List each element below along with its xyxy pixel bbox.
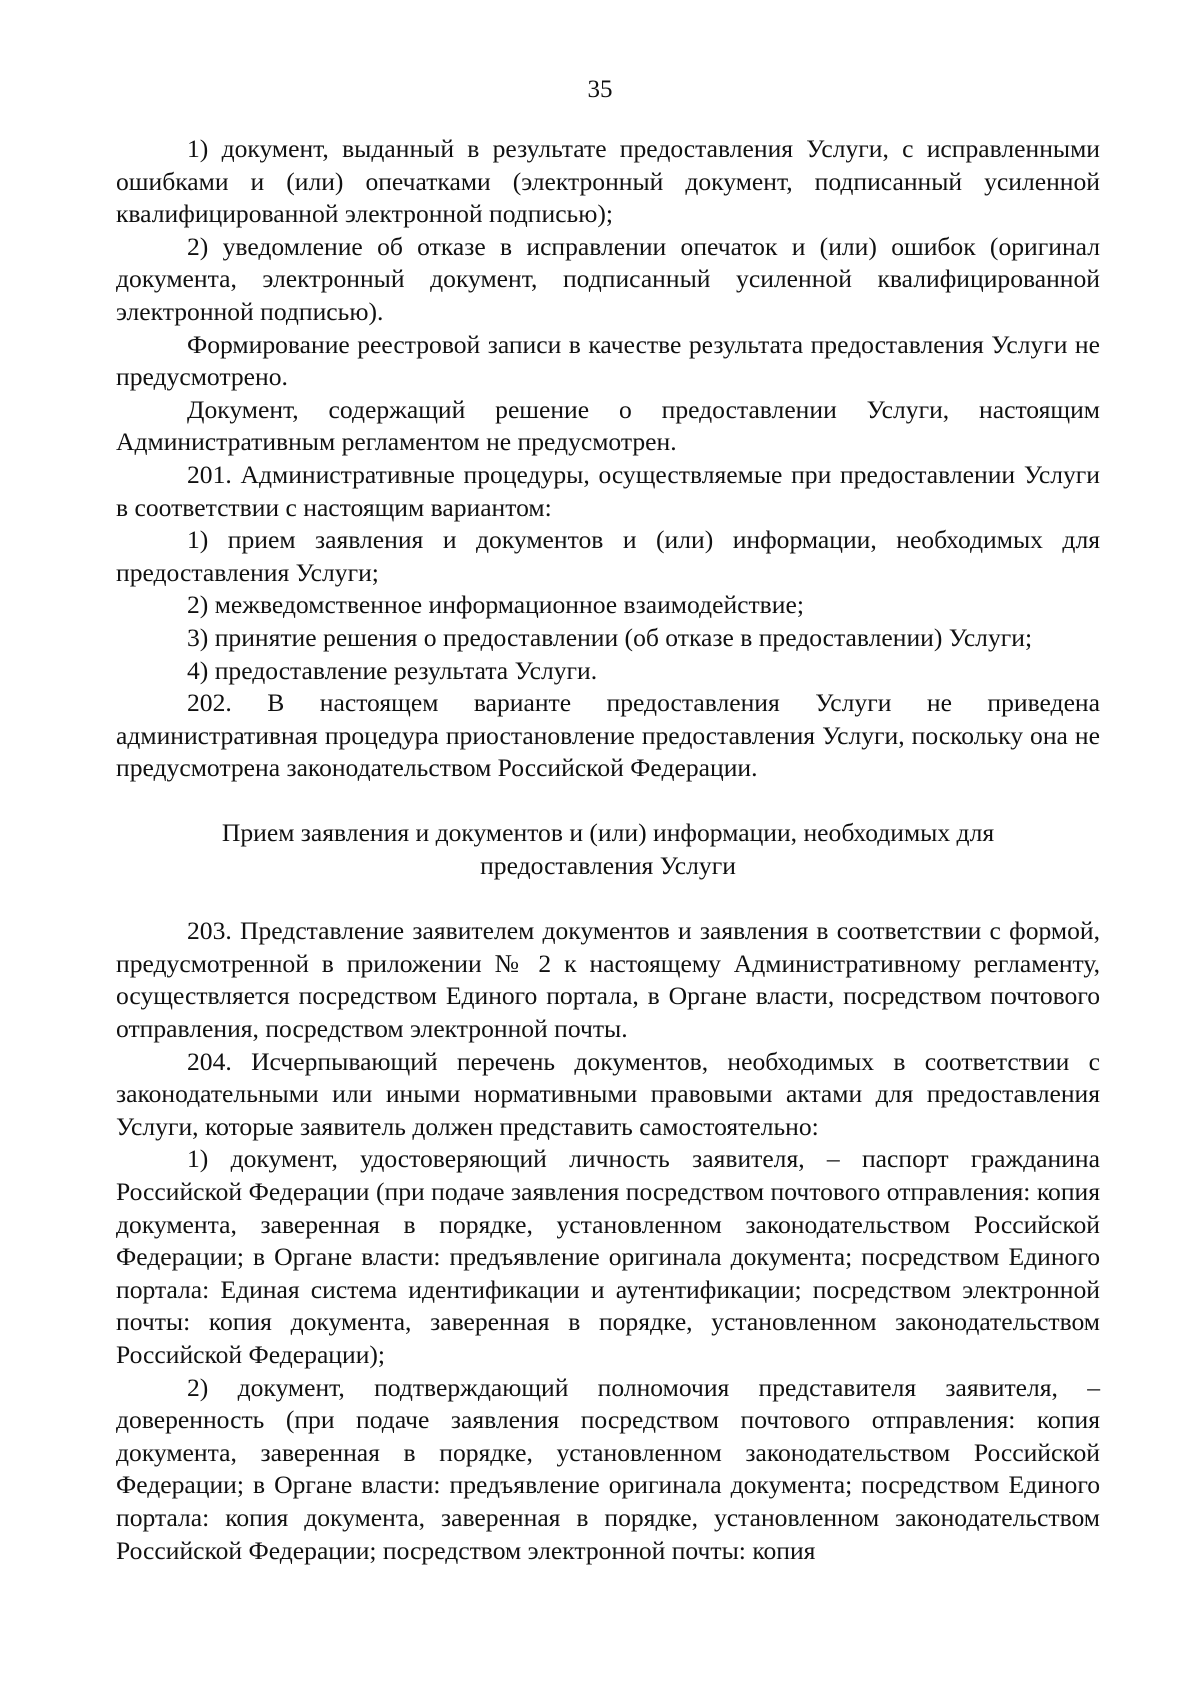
document-body: [116, 133, 1100, 1567]
paragraph-refusal-notice: 2) уведомление об отказе в исправлении опечаток и (или) ошибок (оригинал документа, электронный документ, подписанный усиленной квалифицированной электронной подписью).: [116, 231, 1100, 326]
paragraph-203: 203. Представление заявителем документов и заявления в соответствии с формой, предусмотренной в приложении № 2 к настоящему Административному регламенту, осуществляется посредством Единого портала, в Органе власти, посредством почтового отправления, посредством электронной почты.: [116, 916, 1100, 1044]
paragraph-registry-record: Формирование реестровой записи в качестве результата предоставления Услуги не предусмотрено.: [116, 329, 1100, 392]
list-item-identity-document: 1) документ, удостоверяющий личность заявителя, – паспорт гражданина Российской Федерации (при подаче заявления посредством почтового отправления: копия документа, заверенная в порядке, установленном законодательством Российской Федерации; в Органе власти: предъявление оригинала документа; посредством Единого портала: Единая система идентификации и аутентификации; посредством электронной почты: копия документа, заверенная в порядке, установленном законодательством Российской Федерации);: [116, 1144, 1100, 1369]
paragraph-201: 201. Административные процедуры, осуществляемые при предоставлении Услуги в соответствии с настоящим вариантом:: [116, 459, 1100, 522]
list-item-procedure-3: 3) принятие решения о предоставлении (об отказе в предоставлении) Услуги;: [187, 622, 1033, 652]
paragraph-result-corrected-document: 1) документ, выданный в результате предоставления Услуги, с исправленными ошибками и (или) опечатками (электронный документ, подписанный усиленной квалифицированной электронной подписью);: [116, 134, 1100, 229]
list-item-procedure-1: 1) прием заявления и документов и (или) информации, необходимых для предоставления Услуги;: [116, 525, 1100, 587]
list-item-procedure-4: 4) предоставление результата Услуги.: [187, 655, 598, 685]
page-number: 35: [587, 76, 613, 103]
list-item-power-of-attorney: 2) документ, подтверждающий полномочия представителя заявителя, – доверенность (при подаче заявления посредством почтового отправления: копия документа, заверенная в порядке, установленном законодательством Российской Федерации; в Органе власти: предъявление оригинала документа; посредством Единого портала: копия документа, заверенная в порядке, установленном законодательством Российской Федерации; посредством электронной почты: копия: [116, 1372, 1100, 1565]
paragraph-202: 202. В настоящем варианте предоставления Услуги не приведена административная процедура приостановление предоставления Услуги, поскольку она не предусмотрена законодательством Российской Федерации.: [116, 688, 1100, 783]
list-item-procedure-2: 2) межведомственное информационное взаимодействие;: [187, 590, 804, 620]
paragraph-204: 204. Исчерпывающий перечень документов, необходимых в соответствии с законодательными или иными нормативными правовыми актами для предоставления Услуги, которые заявитель должен представить самостоятельно:: [116, 1046, 1100, 1141]
paragraph-decision-document: Документ, содержащий решение о предоставлении Услуги, настоящим Административным регламентом не предусмотрен.: [116, 394, 1100, 457]
section-heading: Прием заявления и документов и (или) информации, необходимых для предоставления Услуги: [221, 818, 995, 881]
